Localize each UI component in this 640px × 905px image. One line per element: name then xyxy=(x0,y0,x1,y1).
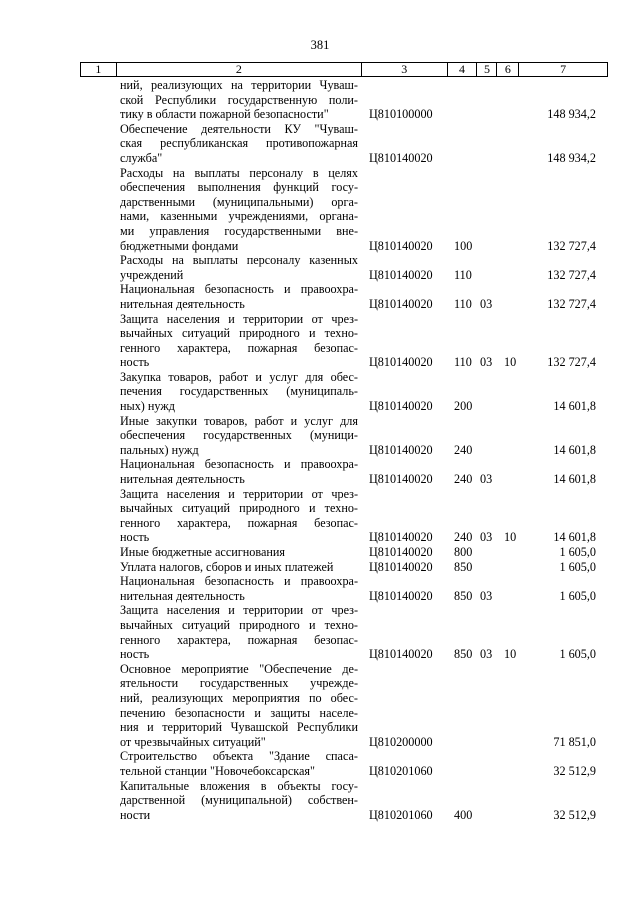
row-description xyxy=(120,122,358,166)
table-row xyxy=(120,282,610,311)
row-description xyxy=(120,166,358,254)
amount-value: 1 605,0 xyxy=(559,545,596,559)
description-line: нительная деятельность xyxy=(120,472,245,487)
section-code: 03 xyxy=(480,296,493,311)
amount-value: 32 512,9 xyxy=(553,763,596,778)
row-description xyxy=(120,779,358,823)
target-article-code: Ц810201060 xyxy=(369,763,433,778)
row-description xyxy=(120,487,358,545)
target-article-code: Ц810140020 xyxy=(369,530,433,545)
subsection-code: 10 xyxy=(504,355,517,370)
amount-value: 1 605,0 xyxy=(559,559,596,574)
amount-value: 132 727,4 xyxy=(547,267,596,282)
table-row xyxy=(120,370,610,414)
target-article-code: Ц810140020 xyxy=(369,588,433,603)
description-line: генного характера, пожарная безопас- xyxy=(120,515,358,530)
row-description xyxy=(120,662,358,750)
expense-type-code: 110 xyxy=(454,267,472,282)
description-line: тику в области пожарной безопасности" xyxy=(120,107,329,122)
description-line: служба" xyxy=(120,150,163,165)
description-line: ния и территорий Чувашской Республики xyxy=(120,720,358,735)
row-description xyxy=(120,749,358,778)
expense-type-code: 240 xyxy=(454,442,473,457)
table-row xyxy=(120,545,610,560)
description-line: нами, казенными учреждениями, органа- xyxy=(120,209,358,224)
table-row xyxy=(120,78,610,122)
description-line: печению безопасности и защиты населе- xyxy=(120,705,358,720)
header-col-2: 2 xyxy=(117,63,362,76)
target-article-code: Ц810140020 xyxy=(369,238,433,253)
description-line: нительная деятельность xyxy=(120,588,245,603)
table-row xyxy=(120,749,610,778)
expense-type-code: 100 xyxy=(454,238,473,253)
header-col-7: 7 xyxy=(560,62,567,76)
table-row xyxy=(120,662,610,750)
amount-value: 71 851,0 xyxy=(553,734,596,749)
description-line: обеспечения выполнения функций госу- xyxy=(120,180,358,195)
description-line: Строительство объекта "Здание спаса- xyxy=(120,749,358,764)
table-row xyxy=(120,166,610,254)
table-row xyxy=(120,574,610,603)
table-row xyxy=(120,457,610,486)
row-description xyxy=(120,312,358,370)
amount-value: 148 934,2 xyxy=(547,150,596,165)
target-article-code: Ц810140020 xyxy=(369,545,433,559)
table-row xyxy=(120,253,610,282)
target-article-code: Ц810140020 xyxy=(369,647,433,662)
description-line: ний, реализующих мероприятия по обес- xyxy=(120,690,358,705)
description-line: Защита населения и территории от чрез- xyxy=(120,603,358,618)
description-line: учреждений xyxy=(120,267,184,282)
description-line: ятельности государственных учрежде- xyxy=(120,676,358,691)
target-article-code: Ц810140020 xyxy=(369,267,433,282)
description-line: вычайных ситуаций природного и техно- xyxy=(120,617,358,632)
amount-value: 132 727,4 xyxy=(547,296,596,311)
description-line: тельной станции "Новочебоксарская" xyxy=(120,763,315,778)
amount-value: 1 605,0 xyxy=(559,588,596,603)
description-line: Иные бюджетные ассигнования xyxy=(120,545,286,559)
description-line: ных) нужд xyxy=(120,399,175,414)
row-description xyxy=(120,78,358,122)
header-col-4: 4 xyxy=(448,63,478,76)
table-row xyxy=(120,560,610,575)
row-description xyxy=(120,574,358,603)
section-code: 03 xyxy=(480,588,493,603)
description-line: Обеспечение деятельности КУ "Чуваш- xyxy=(120,121,358,136)
table-row xyxy=(120,414,610,458)
description-line: обеспечения государственных (муници- xyxy=(120,428,358,443)
subsection-code: 10 xyxy=(504,647,517,662)
description-line: Расходы на выплаты персоналу в целях xyxy=(120,165,358,180)
description-line: бюджетными фондами xyxy=(120,238,239,253)
description-line: генного характера, пожарная безопас- xyxy=(120,632,358,647)
row-description xyxy=(120,545,358,560)
description-line: ность xyxy=(120,530,150,545)
target-article-code: Ц810100000 xyxy=(369,107,433,122)
expense-type-code: 800 xyxy=(454,545,473,559)
expense-type-code: 200 xyxy=(454,399,473,414)
expense-type-code: 110 xyxy=(454,355,472,370)
description-line: нительная деятельность xyxy=(120,296,245,311)
table-row xyxy=(120,122,610,166)
description-line: Основное мероприятие "Обеспечение де- xyxy=(120,661,358,676)
description-line: Расходы на выплаты персоналу казенных xyxy=(120,253,358,268)
amount-value: 1 605,0 xyxy=(559,647,596,662)
description-line: ми управления государственными вне- xyxy=(120,223,358,238)
table-row xyxy=(120,487,610,545)
table-row xyxy=(120,779,610,823)
description-line: от чрезвычайных ситуаций" xyxy=(120,734,266,749)
description-line: ская республиканская противопожарная xyxy=(120,136,358,151)
amount-value: 132 727,4 xyxy=(547,355,596,370)
description-line: Капитальные вложения в объекты госу- xyxy=(120,778,358,793)
expense-type-code: 850 xyxy=(454,559,473,574)
description-line: Национальная безопасность и правоохра- xyxy=(120,574,358,589)
amount-value: 14 601,8 xyxy=(553,399,596,414)
target-article-code: Ц810140020 xyxy=(369,355,433,370)
amount-value: 148 934,2 xyxy=(547,107,596,122)
subsection-code: 10 xyxy=(504,530,517,545)
description-line: вычайных ситуаций природного и техно- xyxy=(120,326,358,341)
description-line: дарственными (муниципальными) орга- xyxy=(120,194,358,209)
description-line: Защита населения и территории от чрез- xyxy=(120,486,358,501)
section-code: 03 xyxy=(480,355,493,370)
table-header xyxy=(80,62,608,77)
expense-type-code: 850 xyxy=(454,588,473,603)
target-article-code: Ц810140020 xyxy=(369,399,433,414)
table-body xyxy=(120,78,610,822)
table-row xyxy=(120,603,610,661)
description-line: ской Республики государственную поли- xyxy=(120,92,358,107)
description-line: генного характера, пожарная безопас- xyxy=(120,340,358,355)
row-description xyxy=(120,457,358,486)
description-line: пальных) нужд xyxy=(120,442,199,457)
expense-type-code: 110 xyxy=(454,296,472,311)
description-line: Защита населения и территории от чрез- xyxy=(120,311,358,326)
target-article-code: Ц810140020 xyxy=(369,150,433,165)
page-number: 381 xyxy=(310,38,330,52)
description-line: печения государственных (муниципаль- xyxy=(120,384,358,399)
description-line: Национальная безопасность и правоохра- xyxy=(120,282,358,297)
description-line: Уплата налогов, сборов и иных платежей xyxy=(120,559,334,574)
row-description xyxy=(120,253,358,282)
description-line: ности xyxy=(120,807,151,822)
target-article-code: Ц810140020 xyxy=(369,296,433,311)
expense-type-code: 240 xyxy=(454,472,473,487)
header-col-3: 3 xyxy=(362,63,448,76)
description-line: Национальная безопасность и правоохра- xyxy=(120,457,358,472)
target-article-code: Ц810201060 xyxy=(369,807,433,822)
amount-value: 14 601,8 xyxy=(553,442,596,457)
section-code: 03 xyxy=(480,647,493,662)
expense-type-code: 850 xyxy=(454,647,473,662)
description-line: Иные закупки товаров, работ и услуг для xyxy=(120,413,358,428)
amount-value: 14 601,8 xyxy=(553,472,596,487)
description-line: дарственной (муниципальной) собствен- xyxy=(120,793,358,808)
description-line: ний, реализующих на территории Чуваш- xyxy=(120,78,358,92)
description-line: Закупка товаров, работ и услуг для обес- xyxy=(120,369,358,384)
target-article-code: Ц810140020 xyxy=(369,472,433,487)
table-row xyxy=(120,312,610,370)
amount-value: 32 512,9 xyxy=(553,807,596,822)
expense-type-code: 240 xyxy=(454,530,473,545)
amount-value: 132 727,4 xyxy=(547,238,596,253)
expense-type-code: 400 xyxy=(454,807,473,822)
row-description xyxy=(120,282,358,311)
header-col-6: 6 xyxy=(497,63,519,76)
section-code: 03 xyxy=(480,530,493,545)
row-description xyxy=(120,560,358,575)
target-article-code: Ц810140020 xyxy=(369,442,433,457)
description-line: вычайных ситуаций природного и техно- xyxy=(120,501,358,516)
description-line: ность xyxy=(120,647,150,662)
row-description xyxy=(120,603,358,661)
target-article-code: Ц810140020 xyxy=(369,559,433,574)
header-col-1: 1 xyxy=(81,63,117,76)
amount-value: 14 601,8 xyxy=(553,530,596,545)
row-description xyxy=(120,370,358,414)
description-line: ность xyxy=(120,355,150,370)
header-col-5: 5 xyxy=(477,63,497,76)
section-code: 03 xyxy=(480,472,493,487)
target-article-code: Ц810200000 xyxy=(369,734,433,749)
row-description xyxy=(120,414,358,458)
